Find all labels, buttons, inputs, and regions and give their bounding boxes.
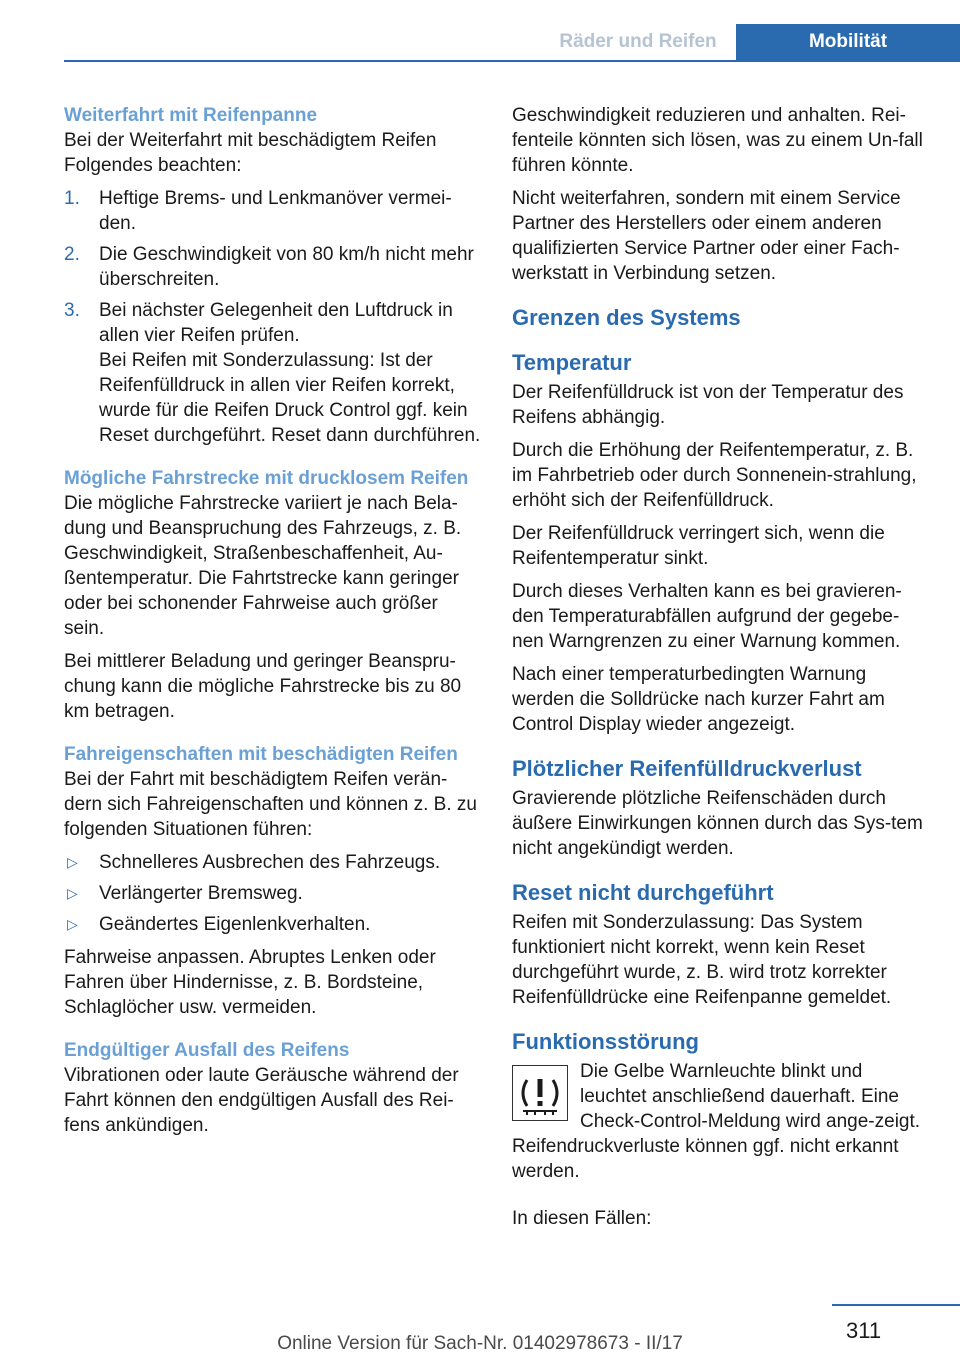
tire-pressure-warning-icon xyxy=(512,1065,568,1121)
list-item-text: Bei nächster Gelegenheit den Luftdruck in allen vier Reifen prüfen. xyxy=(99,300,453,346)
paragraph: Gravierende plötzliche Reifenschäden durch äußere Einwirkungen können durch das Sys‐tem nicht angekündigt werden. xyxy=(512,788,923,859)
list-number: 2. xyxy=(64,244,80,265)
list-item xyxy=(64,298,482,448)
left-column xyxy=(64,103,482,1146)
paragraph: Nicht weiterfahren, sondern mit einem Service Partner des Herstellers oder einem anderen qualifizierten Service Partner oder einer Fach‐werkstatt in Verbindung setzen. xyxy=(512,188,901,284)
paragraph: Reifen mit Sonderzulassung: Das System funktioniert nicht korrekt, wenn kein Reset durchgeführt wurde, z. B. wird trotz korrekter Reifenfülldrücke eine Reifenpanne gemeldet. xyxy=(512,912,892,1008)
list-item xyxy=(64,242,482,292)
list-item xyxy=(64,912,482,937)
paragraph: Bei der Fahrt mit beschädigtem Reifen verän‐dern sich Fahreigenschaften und können z. B. zu folgenden Situationen führen: xyxy=(64,769,477,840)
section-reset xyxy=(512,879,930,1010)
page-number: 311 xyxy=(846,1318,882,1343)
section-grenzen xyxy=(512,304,930,331)
warning-block xyxy=(512,1059,930,1192)
paragraph: Durch die Erhöhung der Reifentemperatur, z. B. im Fahrbetrieb oder durch Sonnenein‐strahlung, erhöht sich der Reifenfülldruck. xyxy=(512,440,917,511)
online-version-footer: Online Version für Sach-Nr. 01402978673 - II/17 xyxy=(277,1333,683,1354)
paragraph: Die mögliche Fahrstrecke variiert je nach Bela‐dung und Beanspruchung des Fahrzeugs, z. B. Geschwindigkeit, Straßenbeschaffenheit, Au‐ßentemperatur. Die Fahrtstrecke kann geringer oder bei schonender Fahrweise auch größer sein. xyxy=(64,493,462,639)
numbered-list xyxy=(64,186,482,448)
section-weiterfahrt xyxy=(64,103,482,448)
right-column xyxy=(512,103,930,1239)
triangle-bullet-icon: ▷ xyxy=(67,885,78,901)
chapter-heading: Grenzen des Systems xyxy=(512,305,741,330)
paragraph: Fahrweise anpassen. Abruptes Lenken oder Fahren über Hindernisse, z. B. Bordsteine, Schlaglöcher usw. vermeiden. xyxy=(64,947,436,1018)
section-fahreigenschaften xyxy=(64,742,482,1020)
paragraph: Der Reifenfülldruck ist von der Temperatur des Reifens abhängig. xyxy=(512,382,904,428)
section-heading: Plötzlicher Reifenfülldruckverlust xyxy=(512,756,862,781)
paragraph: Vibrationen oder laute Geräusche während der Fahrt können den endgültigen Ausfall des Rei‐fens ankündigen. xyxy=(64,1065,459,1136)
list-number: 1. xyxy=(64,188,80,209)
header-rule xyxy=(64,60,960,62)
footer-rule xyxy=(832,1304,960,1306)
list-item-text: Die Geschwindigkeit von 80 km/h nicht mehr überschreiten. xyxy=(99,244,474,290)
section-heading: Reset nicht durchgeführt xyxy=(512,880,774,905)
paragraph: Bei der Weiterfahrt mit beschädigtem Reifen Folgendes beachten: xyxy=(64,130,437,176)
paragraph: Der Reifenfülldruck verringert sich, wenn die Reifentemperatur sinkt. xyxy=(512,523,885,569)
section-funktionsstoerung xyxy=(512,1028,930,1231)
list-item-text: Geändertes Eigenlenkverhalten. xyxy=(99,914,371,935)
section-ausfall xyxy=(64,1038,482,1138)
list-item-note: Bei Reifen mit Sonderzulassung: Ist der Reifenfülldruck in allen vier Reifen korrekt, wurde für die Reifen Druck Control ggf. kein Reset durchgeführt. Reset dann durchführen. xyxy=(99,350,481,446)
section-temperatur xyxy=(512,349,930,737)
list-item xyxy=(64,186,482,236)
section-heading: Endgültiger Ausfall des Reifens xyxy=(64,1040,350,1061)
list-item xyxy=(64,881,482,906)
paragraph: Bei mittlerer Beladung und geringer Beanspru‐chung kann die mögliche Fahrstrecke bis zu 80 km betragen. xyxy=(64,651,462,722)
section-heading: Weiterfahrt mit Reifenpanne xyxy=(64,105,318,126)
triangle-bullet-icon: ▷ xyxy=(67,854,78,870)
triangle-bullet-icon: ▷ xyxy=(67,916,78,932)
paragraph: Die Gelbe Warnleuchte blinkt und leuchtet anschließend dauerhaft. Eine Check-Control-Meldung wird ange‐zeigt. Reifendruckverluste können ggf. nicht erkannt werden. xyxy=(512,1061,921,1182)
section-fahrstrecke xyxy=(64,466,482,724)
bullet-list xyxy=(64,850,482,937)
list-item-text: Heftige Brems- und Lenkmanöver vermei‐den. xyxy=(99,188,452,234)
list-item xyxy=(64,850,482,875)
chapter-tab[interactable]: Mobilität xyxy=(736,24,960,60)
section-ploetzlich xyxy=(512,755,930,861)
section-tab[interactable]: Räder und Reifen xyxy=(540,24,736,60)
paragraph: In diesen Fällen: xyxy=(512,1208,652,1229)
section-heading: Temperatur xyxy=(512,350,632,375)
paragraph: Geschwindigkeit reduzieren und anhalten. Rei‐fenteile könnten sich lösen, was zu einem Un‐fall führen könnte. xyxy=(512,105,923,176)
list-item-text: Schnelleres Ausbrechen des Fahrzeugs. xyxy=(99,852,441,873)
paragraph: Durch dieses Verhalten kann es bei gravieren‐den Temperaturabfällen aufgrund der gegebe‐nen Warngrenzen zu einer Warnung kommen. xyxy=(512,581,902,652)
section-heading: Mögliche Fahrstrecke mit drucklosem Reifen xyxy=(64,468,469,489)
paragraph: Nach einer temperaturbedingten Warnung werden die Solldrücke nach kurzer Fahrt am Control Display wieder angezeigt. xyxy=(512,664,885,735)
section-heading: Funktionsstörung xyxy=(512,1029,699,1054)
list-item-text: Verlängerter Bremsweg. xyxy=(99,883,303,904)
section-heading: Fahreigenschaften mit beschädigten Reifen xyxy=(64,744,458,765)
list-number: 3. xyxy=(64,300,80,321)
